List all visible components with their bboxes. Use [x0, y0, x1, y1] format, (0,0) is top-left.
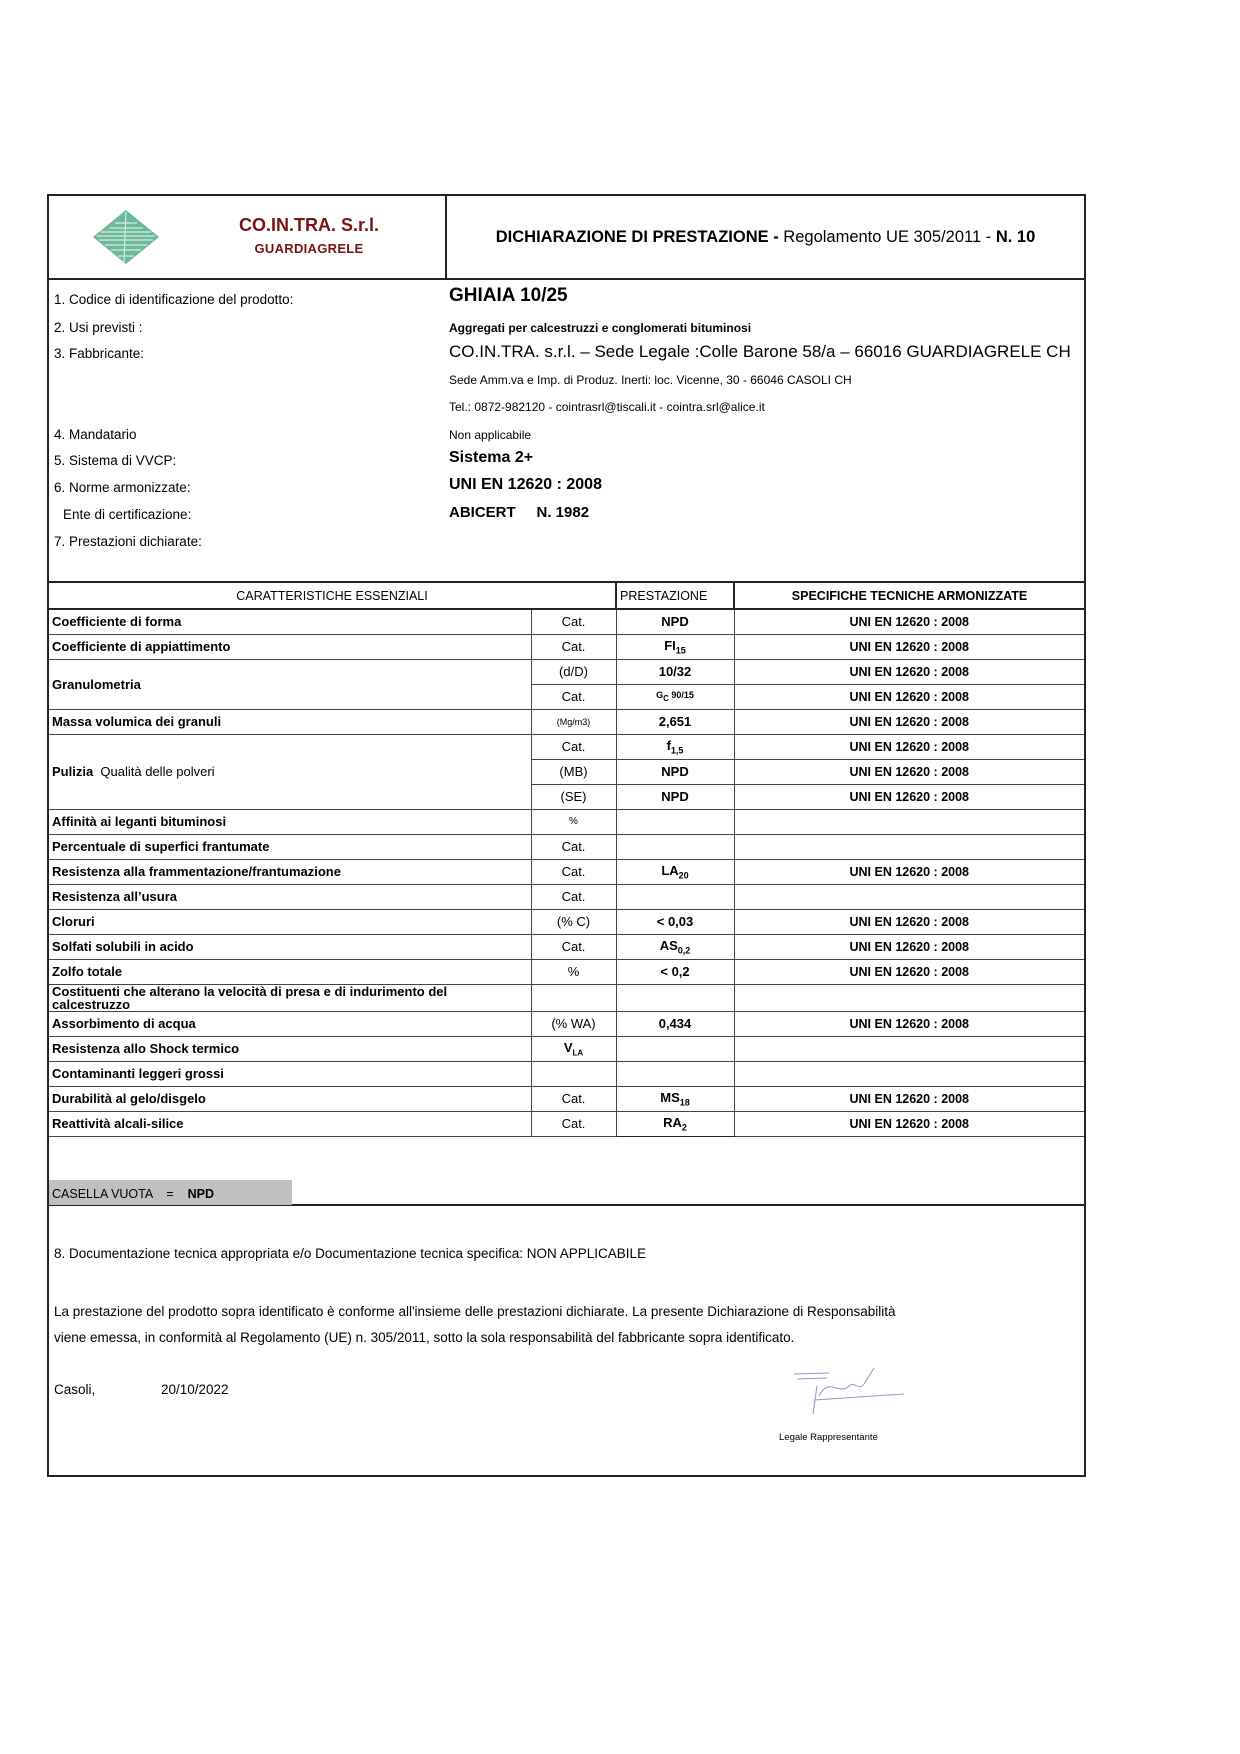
- company-logo-icon: [91, 208, 161, 266]
- row-spec: UNI EN 12620 : 2008: [734, 934, 1084, 959]
- row-performance: < 0,03: [616, 909, 734, 934]
- row-name: Reattività alcali-silice: [49, 1111, 531, 1136]
- row-performance: [616, 884, 734, 909]
- row-unit: %: [531, 959, 616, 984]
- title-regulation: Regolamento UE 305/2011 -: [783, 227, 992, 246]
- table-row: [49, 984, 1084, 1011]
- table-row: [49, 1061, 1084, 1086]
- row-spec: UNI EN 12620 : 2008: [734, 1086, 1084, 1111]
- row-name: Resistenza alla frammentazione/frantumazione: [49, 859, 531, 884]
- title-number: N. 10: [995, 227, 1036, 246]
- perf-main: LA: [661, 862, 679, 878]
- row-performance: [616, 684, 734, 709]
- row-unit: Cat.: [531, 884, 616, 909]
- manufacturer-line-1: CO.IN.TRA. s.r.l. – Sede Legale :Colle Barone 58/a – 66016 GUARDIAGRELE CH: [449, 342, 1071, 361]
- row-spec: UNI EN 12620 : 2008: [734, 784, 1084, 809]
- perf-main: f: [666, 737, 671, 753]
- perf-subscript: 2: [681, 1122, 687, 1133]
- perf-subscript: 20: [678, 870, 689, 881]
- row-name: Resistenza all’usura: [49, 884, 531, 909]
- declaration-line-2: viene emessa, in conformità al Regolamento (UE) n. 305/2011, sotto la sola responsabilità del fabbricante sopra identificato.: [54, 1330, 795, 1345]
- perf-subscript: 1,5: [670, 745, 684, 756]
- info-label-declared: 7. Prestazioni dichiarate:: [54, 534, 202, 549]
- row-unit: Cat.: [531, 634, 616, 659]
- legend-label: CASELLA VUOTA =: [52, 1187, 188, 1201]
- row-spec: UNI EN 12620 : 2008: [734, 759, 1084, 784]
- row-spec: [734, 809, 1084, 834]
- info-label-intended-use: 2. Usi previsti :: [54, 320, 143, 335]
- row-unit: [531, 1036, 616, 1061]
- row-performance: [616, 859, 734, 884]
- perf-suffix: 90/15: [668, 690, 694, 701]
- row-spec: UNI EN 12620 : 2008: [734, 634, 1084, 659]
- declaration-line-1: La prestazione del prodotto sopra identificato è conforme all'insieme delle prestazioni dichiarate. La presente Dichiarazione di Responsabilità: [54, 1304, 896, 1319]
- declaration-of-performance-form: [47, 194, 1086, 1477]
- header-specs: SPECIFICHE TECNICHE ARMONIZZATE: [734, 582, 1084, 609]
- table-row: [49, 959, 1084, 984]
- row-unit: [531, 984, 616, 1011]
- row-performance: 2,651: [616, 709, 734, 734]
- performance-table: [49, 581, 1084, 1137]
- row-spec: UNI EN 12620 : 2008: [734, 1011, 1084, 1036]
- info-label-manufacturer: 3. Fabbricante:: [54, 346, 145, 361]
- row-performance: [616, 1036, 734, 1061]
- row-performance: NPD: [616, 759, 734, 784]
- table-row: [49, 934, 1084, 959]
- row-name: Cloruri: [49, 909, 531, 934]
- info-label-representative: 4. Mandatario: [54, 427, 137, 442]
- manufacturer-line-2: Sede Amm.va e Imp. di Produz. Inerti: loc. Vicenne, 30 - 66046 CASOLI CH: [449, 373, 852, 387]
- row-performance: [616, 984, 734, 1011]
- manufacturer-line-3: Tel.: 0872-982120 - cointrasrl@tiscali.it - cointra.srl@alice.it: [449, 400, 765, 414]
- row-unit: (MB): [531, 759, 616, 784]
- technical-documentation-statement: 8. Documentazione tecnica appropriata e/o Documentazione tecnica specifica: NON APPLICABILE: [54, 1246, 647, 1261]
- title-main: DICHIARAZIONE DI PRESTAZIONE -: [495, 227, 779, 246]
- row-spec: UNI EN 12620 : 2008: [734, 609, 1084, 634]
- signature-role: Legale Rappresentante: [779, 1432, 878, 1443]
- row-spec: [734, 984, 1084, 1011]
- company-name-block: [199, 215, 419, 256]
- row-performance: [616, 634, 734, 659]
- legend-row: [49, 1179, 1084, 1206]
- row-performance: [616, 934, 734, 959]
- row-name: Coefficiente di forma: [49, 609, 531, 634]
- row-performance: [616, 1086, 734, 1111]
- perf-subscript: 15: [675, 645, 686, 656]
- row-unit: [531, 1061, 616, 1086]
- standards-value: UNI EN 12620 : 2008: [449, 476, 602, 493]
- signature-icon: [789, 1366, 909, 1416]
- row-performance: 0,434: [616, 1011, 734, 1036]
- info-label-standards: 6. Norme armonizzate:: [54, 480, 191, 495]
- row-performance: [616, 809, 734, 834]
- table-row: [49, 859, 1084, 884]
- perf-main: AS: [659, 937, 678, 953]
- row-spec: UNI EN 12620 : 2008: [734, 959, 1084, 984]
- row-name: Contaminanti leggeri grossi: [49, 1061, 531, 1086]
- table-row: [49, 709, 1084, 734]
- table-header-row: [49, 582, 1084, 609]
- table-row: [49, 834, 1084, 859]
- info-label-product-code: 1. Codice di identificazione del prodotto:: [54, 292, 294, 307]
- row-spec: UNI EN 12620 : 2008: [734, 659, 1084, 684]
- cert-body-value: ABICERT N. 1982: [449, 504, 590, 521]
- info-label-cert-body: Ente di certificazione:: [63, 507, 192, 522]
- row-name: [49, 734, 531, 809]
- row-name: Durabilità al gelo/disgelo: [49, 1086, 531, 1111]
- row-name: Granulometria: [49, 659, 531, 709]
- row-unit: (Mg/m3): [531, 709, 616, 734]
- table-row: [49, 1111, 1084, 1136]
- row-unit: (% C): [531, 909, 616, 934]
- perf-subscript: C: [663, 693, 669, 703]
- row-unit: Cat.: [531, 834, 616, 859]
- row-unit: (SE): [531, 784, 616, 809]
- representative: Non applicabile: [449, 428, 532, 442]
- perf-main: MS: [660, 1089, 680, 1105]
- row-name: Zolfo totale: [49, 959, 531, 984]
- row-performance: NPD: [616, 784, 734, 809]
- row-name: Solfati solubili in acido: [49, 934, 531, 959]
- row-performance: < 0,2: [616, 959, 734, 984]
- info-label-system: 5. Sistema di VVCP:: [54, 453, 177, 468]
- table-row: [49, 659, 1084, 684]
- row-name: Percentuale di superfici frantumate: [49, 834, 531, 859]
- product-code: GHIAIA 10/25: [449, 285, 568, 306]
- company-block: [49, 196, 447, 278]
- row-spec: [734, 1061, 1084, 1086]
- document-title: [447, 196, 1084, 278]
- row-unit: Cat.: [531, 684, 616, 709]
- table-row: [49, 809, 1084, 834]
- row-performance: [616, 734, 734, 759]
- row-unit: Cat.: [531, 1086, 616, 1111]
- row-performance: [616, 1061, 734, 1086]
- unit-main: V: [563, 1039, 573, 1055]
- row-name: Coefficiente di appiattimento: [49, 634, 531, 659]
- table-row: [49, 734, 1084, 759]
- row-performance: [616, 1111, 734, 1136]
- table-row: [49, 1011, 1084, 1036]
- document-header: [49, 196, 1084, 280]
- row-performance: NPD: [616, 609, 734, 634]
- row-spec: [734, 884, 1084, 909]
- perf-main: FI: [664, 637, 676, 653]
- row-name: Resistenza allo Shock termico: [49, 1036, 531, 1061]
- company-city: GUARDIAGRELE: [254, 241, 364, 256]
- table-row: [49, 909, 1084, 934]
- header-performance: PRESTAZIONE: [616, 582, 734, 609]
- header-characteristics: CARATTERISTICHE ESSENZIALI: [49, 582, 616, 609]
- row-name: Assorbimento di acqua: [49, 1011, 531, 1036]
- perf-main: G: [656, 690, 664, 701]
- perf-main: RA: [663, 1114, 682, 1130]
- unit-subscript: LA: [572, 1048, 584, 1058]
- signing-place: Casoli,: [54, 1382, 96, 1397]
- perf-subscript: 18: [679, 1097, 690, 1108]
- row-unit: Cat.: [531, 734, 616, 759]
- table-row: [49, 884, 1084, 909]
- row-name-extra: Qualità delle polveri: [100, 764, 215, 779]
- row-unit: Cat.: [531, 934, 616, 959]
- row-spec: UNI EN 12620 : 2008: [734, 734, 1084, 759]
- row-spec: UNI EN 12620 : 2008: [734, 859, 1084, 884]
- row-name: Massa volumica dei granuli: [49, 709, 531, 734]
- row-unit: Cat.: [531, 609, 616, 634]
- row-unit: (d/D): [531, 659, 616, 684]
- row-spec: UNI EN 12620 : 2008: [734, 709, 1084, 734]
- row-spec: UNI EN 12620 : 2008: [734, 684, 1084, 709]
- perf-subscript: 0,2: [677, 945, 691, 956]
- row-spec: [734, 1036, 1084, 1061]
- system-value: Sistema 2+: [449, 449, 534, 466]
- row-performance: 10/32: [616, 659, 734, 684]
- empty-cell-legend: [49, 1180, 292, 1205]
- row-name-main: Pulizia: [52, 764, 94, 779]
- row-unit: (% WA): [531, 1011, 616, 1036]
- row-performance: [616, 834, 734, 859]
- company-name: CO.IN.TRA. S.r.l.: [238, 215, 380, 235]
- intended-use: Aggregati per calcestruzzi e conglomerati bituminosi: [449, 321, 752, 335]
- row-spec: [734, 834, 1084, 859]
- signing-date: 20/10/2022: [161, 1382, 229, 1397]
- row-spec: UNI EN 12620 : 2008: [734, 1111, 1084, 1136]
- row-unit: Cat.: [531, 1111, 616, 1136]
- row-unit: %: [531, 809, 616, 834]
- table-row: [49, 1036, 1084, 1061]
- row-name: Affinità ai leganti bituminosi: [49, 809, 531, 834]
- table-row: [49, 1086, 1084, 1111]
- conformity-declaration: [54, 1299, 896, 1351]
- table-row: [49, 634, 1084, 659]
- legend-value: NPD: [187, 1187, 214, 1201]
- table-row: [49, 609, 1084, 634]
- row-name: Costituenti che alterano la velocità di presa e di indurimento del calcestruzzo: [49, 984, 531, 1011]
- row-spec: UNI EN 12620 : 2008: [734, 909, 1084, 934]
- row-unit: Cat.: [531, 859, 616, 884]
